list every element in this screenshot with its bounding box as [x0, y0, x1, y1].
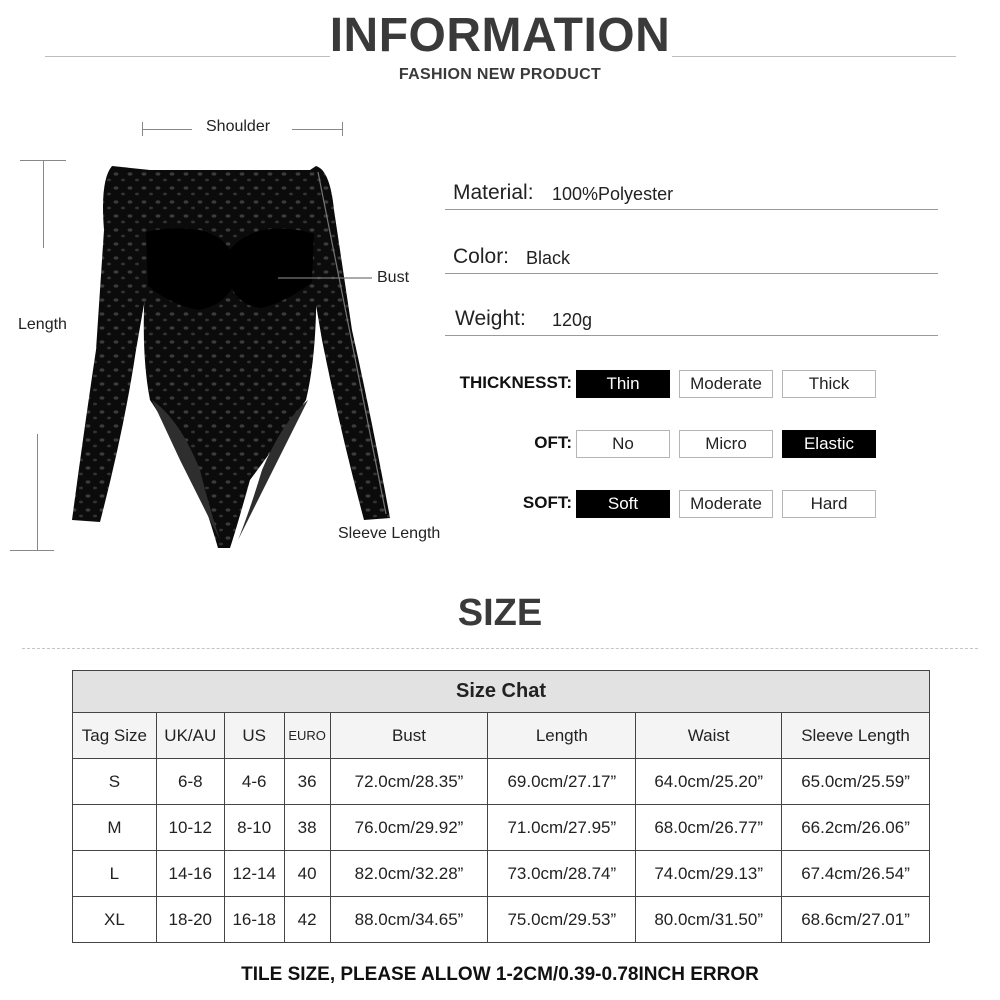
table-cell: 68.0cm/26.77”	[636, 805, 782, 851]
table-cell: 12-14	[224, 851, 284, 897]
shoulder-dim-left-tick	[142, 122, 143, 136]
spec-color-key: Color:	[453, 245, 510, 268]
spec-weight-row	[445, 306, 938, 336]
rating-option-2-2: Hard	[782, 490, 876, 518]
table-cell: S	[73, 759, 157, 805]
garment-diagram	[0, 100, 460, 570]
table-cell: 88.0cm/34.65”	[330, 897, 488, 943]
length-dim-bottom-tick	[10, 550, 54, 551]
rating-option-2-1: Moderate	[679, 490, 773, 518]
size-chart-header-cell: Tag Size	[73, 713, 157, 759]
table-row	[73, 805, 930, 851]
size-section-divider	[22, 648, 978, 649]
table-cell: 16-18	[224, 897, 284, 943]
table-cell: 10-12	[156, 805, 224, 851]
table-cell: 67.4cm/26.54”	[782, 851, 930, 897]
size-chart-header-row	[73, 713, 930, 759]
rating-label-2: SOFT:	[522, 493, 572, 512]
table-cell: 72.0cm/28.35”	[330, 759, 488, 805]
size-chart-header-cell: US	[224, 713, 284, 759]
table-cell: 82.0cm/32.28”	[330, 851, 488, 897]
page-subtitle: FASHION NEW PRODUCT	[398, 66, 602, 83]
spec-material-row	[445, 180, 938, 210]
table-cell: 4-6	[224, 759, 284, 805]
spec-weight-value: 120g	[552, 310, 593, 330]
table-cell: 75.0cm/29.53”	[488, 897, 636, 943]
table-row	[73, 851, 930, 897]
shoulder-dim-right	[292, 129, 342, 130]
table-cell: 80.0cm/31.50”	[636, 897, 782, 943]
shoulder-dim-right-tick	[342, 122, 343, 136]
table-cell: 71.0cm/27.95”	[488, 805, 636, 851]
table-cell: 18-20	[156, 897, 224, 943]
table-cell: 42	[284, 897, 330, 943]
page-title: INFORMATION	[329, 9, 671, 62]
rating-option-0-1: Moderate	[679, 370, 773, 398]
size-chart-header-cell: Length	[488, 713, 636, 759]
rating-option-1-0: No	[576, 430, 670, 458]
table-cell: 38	[284, 805, 330, 851]
bodysuit-image	[0, 100, 460, 570]
spec-material-value: 100%Polyester	[552, 184, 674, 204]
rating-option-1-2: Elastic	[782, 430, 876, 458]
table-cell: 66.2cm/26.06”	[782, 805, 930, 851]
rating-option-0-0: Thin	[576, 370, 670, 398]
size-footer-note: TILE SIZE, PLEASE ALLOW 1-2CM/0.39-0.78INCH ERROR	[241, 964, 759, 985]
bust-label: Bust	[377, 269, 410, 286]
size-section-title: SIZE	[457, 592, 543, 634]
length-dim-bottom	[37, 434, 38, 550]
table-cell: 68.6cm/27.01”	[782, 897, 930, 943]
table-cell: 6-8	[156, 759, 224, 805]
table-row	[73, 897, 930, 943]
length-dim-top	[43, 160, 44, 248]
rating-option-0-2: Thick	[782, 370, 876, 398]
size-chart-header-cell: Sleeve Length	[782, 713, 930, 759]
table-cell: 74.0cm/29.13”	[636, 851, 782, 897]
table-cell: 69.0cm/27.17”	[488, 759, 636, 805]
table-cell: 8-10	[224, 805, 284, 851]
size-chart-header-cell: Bust	[330, 713, 488, 759]
shoulder-dim-left	[142, 129, 192, 130]
table-cell: 64.0cm/25.20”	[636, 759, 782, 805]
rating-label-1: OFT:	[534, 433, 572, 452]
table-cell: 76.0cm/29.92”	[330, 805, 488, 851]
table-cell: 14-16	[156, 851, 224, 897]
table-cell: 40	[284, 851, 330, 897]
shoulder-label: Shoulder	[206, 118, 271, 135]
table-row	[73, 759, 930, 805]
table-cell: 36	[284, 759, 330, 805]
spec-color-value: Black	[526, 248, 571, 268]
table-cell: 65.0cm/25.59”	[782, 759, 930, 805]
table-cell: M	[73, 805, 157, 851]
rating-label-0: THICKNESST:	[459, 373, 572, 392]
rating-option-1-1: Micro	[679, 430, 773, 458]
table-cell: L	[73, 851, 157, 897]
size-chart-header-cell: UK/AU	[156, 713, 224, 759]
length-label: Length	[18, 316, 67, 333]
table-cell: XL	[73, 897, 157, 943]
spec-weight-key: Weight:	[455, 307, 526, 330]
size-chart-header-cell: EURO	[284, 713, 330, 759]
size-chart-caption: Size Chat	[73, 671, 930, 713]
size-chart-header-cell: Waist	[636, 713, 782, 759]
spec-material-key: Material:	[453, 181, 534, 204]
sleeve-length-label: Sleeve Length	[338, 525, 441, 542]
size-chart-table	[72, 670, 930, 943]
spec-color-row	[445, 244, 938, 274]
rating-option-2-0: Soft	[576, 490, 670, 518]
table-cell: 73.0cm/28.74”	[488, 851, 636, 897]
